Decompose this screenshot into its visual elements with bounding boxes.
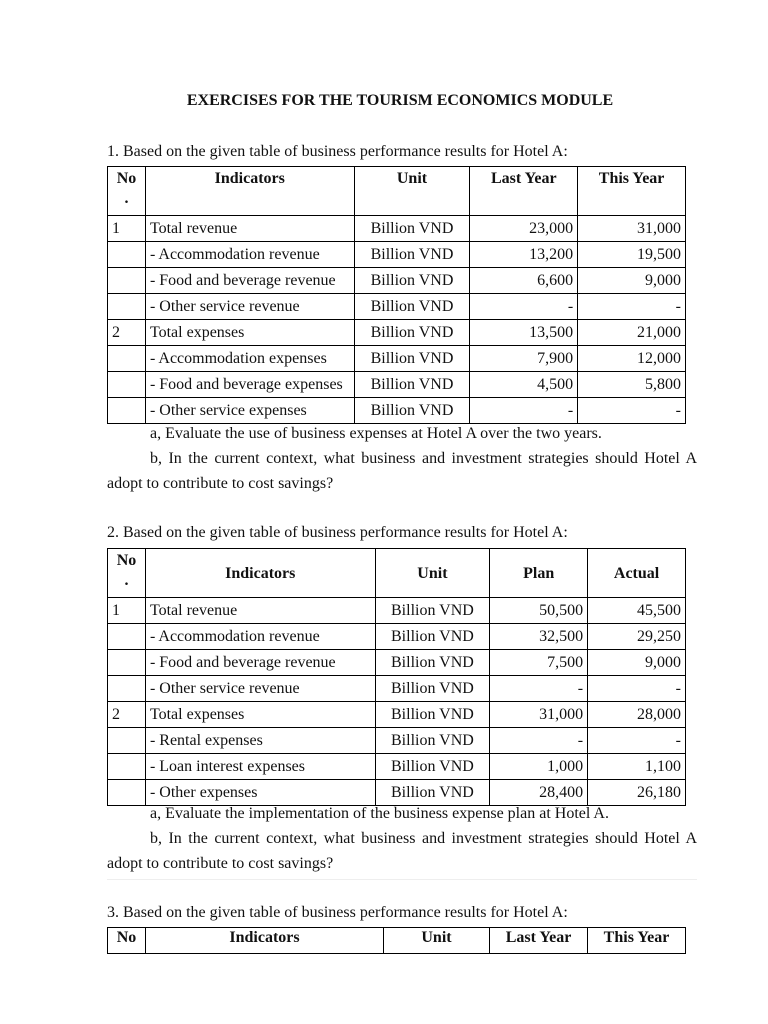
cell-unit: Billion VND (354, 268, 470, 294)
table-row (108, 650, 686, 676)
cell-value-2: - (578, 398, 686, 424)
cell-value-1: - (490, 676, 588, 702)
page-title: EXERCISES FOR THE TOURISM ECONOMICS MODULE (186, 92, 614, 109)
cell-indicator: - Accommodation expenses (145, 346, 354, 372)
cell-value-1: 32,500 (490, 624, 588, 650)
header-no: No . (108, 549, 146, 598)
header-actual: Actual (588, 549, 686, 598)
table-row (108, 372, 686, 398)
cell-value-1: 13,500 (470, 320, 578, 346)
cell-indicator: - Accommodation revenue (145, 242, 354, 268)
header-indicators: Indicators (145, 167, 354, 216)
table-header-row (108, 167, 686, 216)
table-row (108, 268, 686, 294)
cell-value-2: 9,000 (578, 268, 686, 294)
table-row (108, 294, 686, 320)
question-b-cont: adopt to contribute to cost savings? (107, 855, 334, 872)
header-unit: Unit (384, 928, 490, 954)
header-this-year: This Year (578, 167, 686, 216)
cell-no (108, 650, 146, 676)
cell-value-1: 7,500 (490, 650, 588, 676)
table-row (108, 728, 686, 754)
table-header-row (108, 549, 686, 598)
cell-value-1: 4,500 (470, 372, 578, 398)
cell-value-1: - (470, 294, 578, 320)
cell-indicator: - Other service revenue (145, 676, 375, 702)
header-last-year: Last Year (490, 928, 588, 954)
cell-unit: Billion VND (354, 216, 470, 242)
cell-value-2: 1,100 (588, 754, 686, 780)
exercise-2-intro: 2. Based on the given table of business performance results for Hotel A: (107, 524, 568, 541)
cell-no (108, 346, 146, 372)
cell-value-1: 1,000 (490, 754, 588, 780)
cell-indicator: - Food and beverage expenses (145, 372, 354, 398)
cell-value-1: 7,900 (470, 346, 578, 372)
cell-unit: Billion VND (354, 320, 470, 346)
header-unit: Unit (375, 549, 490, 598)
table-row (108, 598, 686, 624)
cell-no (108, 728, 146, 754)
cell-value-1: - (490, 728, 588, 754)
table-row (108, 398, 686, 424)
cell-indicator: Total revenue (145, 216, 354, 242)
cell-no (108, 676, 146, 702)
page-divider (107, 879, 697, 880)
table-row (108, 624, 686, 650)
table-row (108, 242, 686, 268)
cell-no: 1 (108, 216, 146, 242)
cell-unit: Billion VND (375, 676, 490, 702)
cell-unit: Billion VND (354, 242, 470, 268)
cell-unit: Billion VND (354, 346, 470, 372)
table-row (108, 346, 686, 372)
cell-value-1: 31,000 (490, 702, 588, 728)
cell-indicator: - Other service expenses (145, 398, 354, 424)
header-indicators: Indicators (146, 928, 384, 954)
header-unit: Unit (354, 167, 470, 216)
cell-indicator: - Accommodation revenue (145, 624, 375, 650)
header-last-year: Last Year (470, 167, 578, 216)
table-row (108, 754, 686, 780)
cell-value-1: 28,400 (490, 780, 588, 806)
table-header-row (108, 928, 686, 954)
table-row (108, 320, 686, 346)
cell-no (108, 268, 146, 294)
cell-unit: Billion VND (375, 624, 490, 650)
cell-value-2: - (588, 676, 686, 702)
header-indicators: Indicators (145, 549, 375, 598)
exercise-1-questions (107, 421, 697, 496)
cell-unit: Billion VND (375, 702, 490, 728)
exercise-3-intro: 3. Based on the given table of business performance results for Hotel A: (107, 904, 568, 921)
cell-value-2: 29,250 (588, 624, 686, 650)
cell-unit: Billion VND (375, 754, 490, 780)
cell-indicator: Total expenses (145, 702, 375, 728)
cell-indicator: - Other service revenue (145, 294, 354, 320)
cell-no: 2 (108, 320, 146, 346)
exercise-3-table (107, 927, 686, 954)
cell-value-2: 5,800 (578, 372, 686, 398)
cell-indicator: - Food and beverage revenue (145, 650, 375, 676)
question-a: a, Evaluate the use of business expenses at Hotel A over the two years. (150, 425, 602, 442)
cell-value-1: 6,600 (470, 268, 578, 294)
cell-value-2: 21,000 (578, 320, 686, 346)
cell-value-2: - (588, 728, 686, 754)
cell-indicator: - Food and beverage revenue (145, 268, 354, 294)
table-row (108, 216, 686, 242)
cell-value-1: 50,500 (490, 598, 588, 624)
cell-value-1: 13,200 (470, 242, 578, 268)
cell-no: 1 (108, 598, 146, 624)
header-this-year: This Year (588, 928, 686, 954)
cell-no (108, 242, 146, 268)
question-b: b, In the current context, what business and investment strategies should Hotel A (150, 830, 697, 847)
cell-no (108, 754, 146, 780)
cell-value-2: - (578, 294, 686, 320)
cell-value-1: 23,000 (470, 216, 578, 242)
exercise-1-intro: 1. Based on the given table of business performance results for Hotel A: (107, 143, 568, 160)
cell-unit: Billion VND (354, 294, 470, 320)
exercise-2-questions (107, 801, 697, 876)
cell-value-2: 19,500 (578, 242, 686, 268)
cell-unit: Billion VND (354, 372, 470, 398)
cell-no (108, 294, 146, 320)
cell-unit: Billion VND (375, 728, 490, 754)
header-no: No (108, 928, 146, 954)
exercise-2-table (107, 548, 686, 806)
cell-no (108, 398, 146, 424)
cell-unit: Billion VND (354, 398, 470, 424)
cell-value-2: 12,000 (578, 346, 686, 372)
exercise-1-table (107, 166, 686, 424)
cell-indicator: - Rental expenses (145, 728, 375, 754)
question-b: b, In the current context, what business and investment strategies should Hotel A (150, 450, 697, 467)
cell-value-2: 9,000 (588, 650, 686, 676)
cell-no: 2 (108, 702, 146, 728)
cell-no (108, 624, 146, 650)
cell-unit: Billion VND (375, 650, 490, 676)
cell-indicator: - Other expenses (145, 780, 375, 806)
table-row (108, 702, 686, 728)
question-b-cont: adopt to contribute to cost savings? (107, 475, 334, 492)
header-plan: Plan (490, 549, 588, 598)
cell-unit: Billion VND (375, 598, 490, 624)
cell-value-2: 26,180 (588, 780, 686, 806)
table-row (108, 676, 686, 702)
header-no: No . (108, 167, 146, 216)
question-a: a, Evaluate the implementation of the business expense plan at Hotel A. (150, 805, 609, 822)
cell-indicator: Total expenses (145, 320, 354, 346)
cell-value-1: - (470, 398, 578, 424)
cell-value-2: 45,500 (588, 598, 686, 624)
cell-unit: Billion VND (375, 780, 490, 806)
cell-no (108, 372, 146, 398)
cell-indicator: Total revenue (145, 598, 375, 624)
cell-indicator: - Loan interest expenses (145, 754, 375, 780)
cell-value-2: 28,000 (588, 702, 686, 728)
cell-value-2: 31,000 (578, 216, 686, 242)
